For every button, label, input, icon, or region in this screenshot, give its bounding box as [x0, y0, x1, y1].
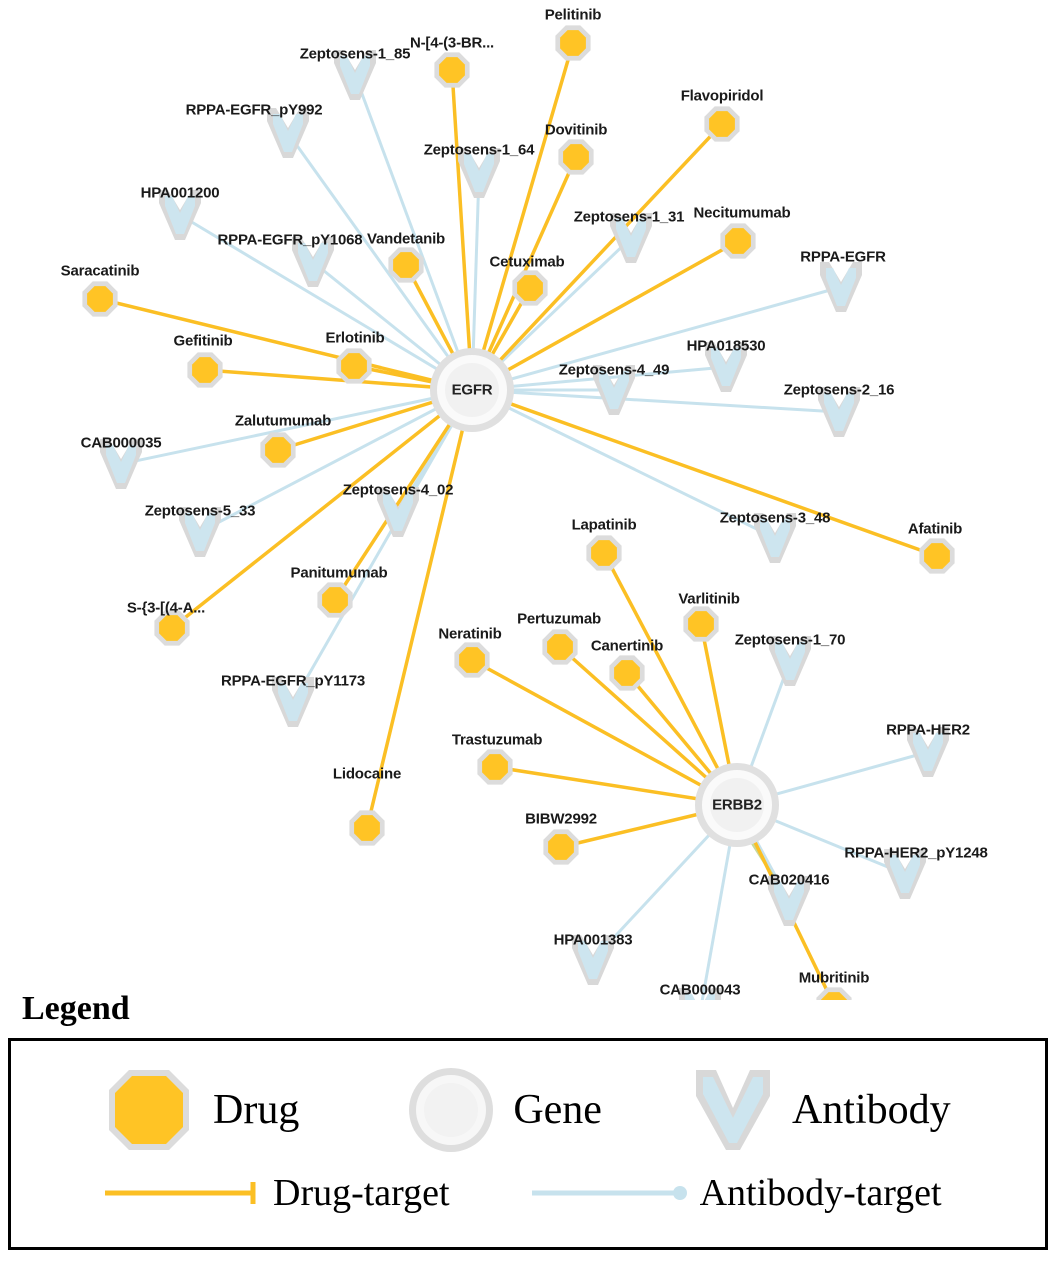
drug-body [547, 634, 573, 660]
drug-node[interactable] [558, 139, 593, 174]
antibody-body [383, 493, 413, 531]
antibody-node-label: RPPA-EGFR_pY992 [185, 101, 323, 119]
antibody-node-label: HPA018530 [686, 337, 766, 355]
antibody-node-label: RPPA-EGFR_pY1173 [220, 672, 366, 690]
antibody-node-label: RPPA-EGFR [800, 248, 886, 266]
legend-item-drug [101, 1062, 299, 1158]
drug-target-edge-icon [103, 1178, 263, 1208]
antibody-node-label: Zeptosens-2_16 [783, 381, 895, 399]
drug-node-label: Lidocaine [332, 765, 402, 783]
drug-node[interactable] [434, 52, 469, 87]
graph-edge [472, 390, 937, 556]
drug-node[interactable] [542, 629, 577, 664]
drug-node[interactable] [454, 642, 489, 677]
legend-label-drug-target: Drug-target [273, 1172, 450, 1214]
antibody-node-label: Zeptosens-1_85 [299, 45, 411, 63]
antibody-node-label: Zeptosens-4_02 [342, 481, 454, 499]
drug-node[interactable] [586, 535, 621, 570]
gene-node-label: EGFR [451, 381, 493, 399]
antibody-icon [690, 1062, 776, 1158]
drug-body [265, 437, 291, 463]
drug-node-label: N-[4-(3-BR... [409, 34, 495, 52]
legend-label-drug: Drug [213, 1087, 300, 1133]
drug-body [341, 353, 367, 379]
drug-body [482, 754, 508, 780]
legend-label-antibody-target: Antibody-target [699, 1172, 942, 1214]
drug-node[interactable] [187, 352, 222, 387]
drug-body [393, 252, 419, 278]
antibody-node-label: Zeptosens-1_64 [423, 141, 535, 159]
antibody-body [464, 154, 494, 192]
drug-body [560, 30, 586, 56]
drug-body [87, 286, 113, 312]
drug-node-label: BIBW2992 [525, 810, 597, 828]
antibody-body [165, 196, 195, 234]
drug-body [591, 540, 617, 566]
drug-body [322, 587, 348, 613]
antibody-node-label: Zeptosens-5_33 [144, 502, 256, 520]
legend-item-antibody-target [530, 1171, 942, 1215]
legend-item-gene [405, 1064, 602, 1156]
drug-node-label: Canertinib [590, 637, 664, 655]
drug-body [563, 144, 589, 170]
legend [8, 990, 1048, 1250]
antibody-node-label: RPPA-HER2_pY1248 [844, 844, 988, 862]
drug-node-label: Flavopiridol [680, 87, 764, 105]
antibody-node-label: CAB000035 [80, 434, 162, 452]
drug-body [517, 275, 543, 301]
drug-node[interactable] [82, 281, 117, 316]
legend-edges-row [11, 1171, 1045, 1215]
drug-node-label: S-{3-[(4-A... [126, 599, 206, 617]
antibody-node-label: RPPA-EGFR_pY1068 [217, 231, 363, 249]
drug-node[interactable] [388, 247, 423, 282]
legend-box [8, 1038, 1048, 1250]
drug-body [614, 660, 640, 686]
drug-body [439, 57, 465, 83]
drug-node-label: Erlotinib [325, 329, 385, 347]
gene-node-label: ERBB2 [712, 796, 762, 814]
drug-icon [101, 1062, 197, 1158]
gene-icon [405, 1064, 497, 1156]
antibody-body [824, 393, 854, 431]
drug-node[interactable] [720, 223, 755, 258]
antibody-body [913, 733, 943, 771]
drug-body [459, 647, 485, 673]
drug-body [192, 357, 218, 383]
drug-body [924, 543, 950, 569]
antibody-body [298, 243, 328, 281]
drug-node-label: Necitumumab [693, 204, 791, 222]
drug-node-label: Trastuzumab [451, 731, 543, 749]
legend-item-antibody [690, 1062, 951, 1158]
drug-node[interactable] [919, 538, 954, 573]
drug-node[interactable] [512, 270, 547, 305]
antibody-node-label: Zeptosens-1_70 [734, 631, 846, 649]
graph-edge [367, 390, 472, 828]
antibody-target-edge-icon [530, 1178, 690, 1208]
drug-node[interactable] [317, 582, 352, 617]
antibody-node[interactable] [820, 262, 862, 312]
legend-title: Legend [22, 990, 130, 1027]
antibody-node-label: Zeptosens-4_49 [558, 361, 670, 379]
drug-body [725, 228, 751, 254]
antibody-body [826, 268, 856, 306]
antibody-node-label: HPA001200 [140, 184, 220, 202]
antibody-node-label: RPPA-HER2 [886, 721, 970, 739]
antibody-node-label: HPA001383 [553, 931, 633, 949]
drug-node-label: Gefitinib [173, 332, 233, 350]
drug-node-label: Varlitinib [678, 590, 740, 608]
legend-label-gene: Gene [513, 1087, 602, 1133]
drug-node-label: Vandetanib [366, 230, 446, 248]
drug-node[interactable] [683, 606, 718, 641]
antibody-node-label: Zeptosens-3_48 [719, 509, 831, 527]
drug-node[interactable] [555, 25, 590, 60]
legend-item-drug-target [103, 1171, 450, 1215]
drug-node-label: Neratinib [438, 625, 502, 643]
drug-node[interactable] [609, 655, 644, 690]
drug-node[interactable] [260, 432, 295, 467]
drug-node-label: Pertuzumab [517, 610, 601, 628]
antibody-node-label: Zeptosens-1_31 [573, 208, 685, 226]
drug-node-label: Pelitinib [544, 6, 602, 24]
legend-symbols-row [11, 1055, 1045, 1165]
drug-node[interactable] [349, 810, 384, 845]
drug-node[interactable] [336, 348, 371, 383]
drug-node-label: Cetuximab [489, 253, 565, 271]
drug-node-label: Saracatinib [60, 262, 140, 280]
drug-node[interactable] [543, 829, 578, 864]
drug-body [688, 611, 714, 637]
drug-node-label: Lapatinib [571, 516, 637, 534]
drug-body [159, 615, 185, 641]
drug-body [548, 834, 574, 860]
drug-node-label: Dovitinib [544, 121, 608, 139]
drug-node[interactable] [477, 749, 512, 784]
drug-node-label: Afatinib [907, 520, 963, 538]
antibody-node-label: CAB020416 [748, 871, 830, 889]
antibody-node-label: CAB000043 [659, 981, 741, 999]
drug-node-label: Mubritinib [798, 969, 870, 987]
drug-node-label: Zalutumumab [234, 412, 332, 430]
drug-node-label: Panitumumab [290, 564, 388, 582]
drug-body [354, 815, 380, 841]
drug-node[interactable] [704, 106, 739, 141]
drug-body [709, 111, 735, 137]
legend-label-antibody: Antibody [791, 1087, 951, 1133]
